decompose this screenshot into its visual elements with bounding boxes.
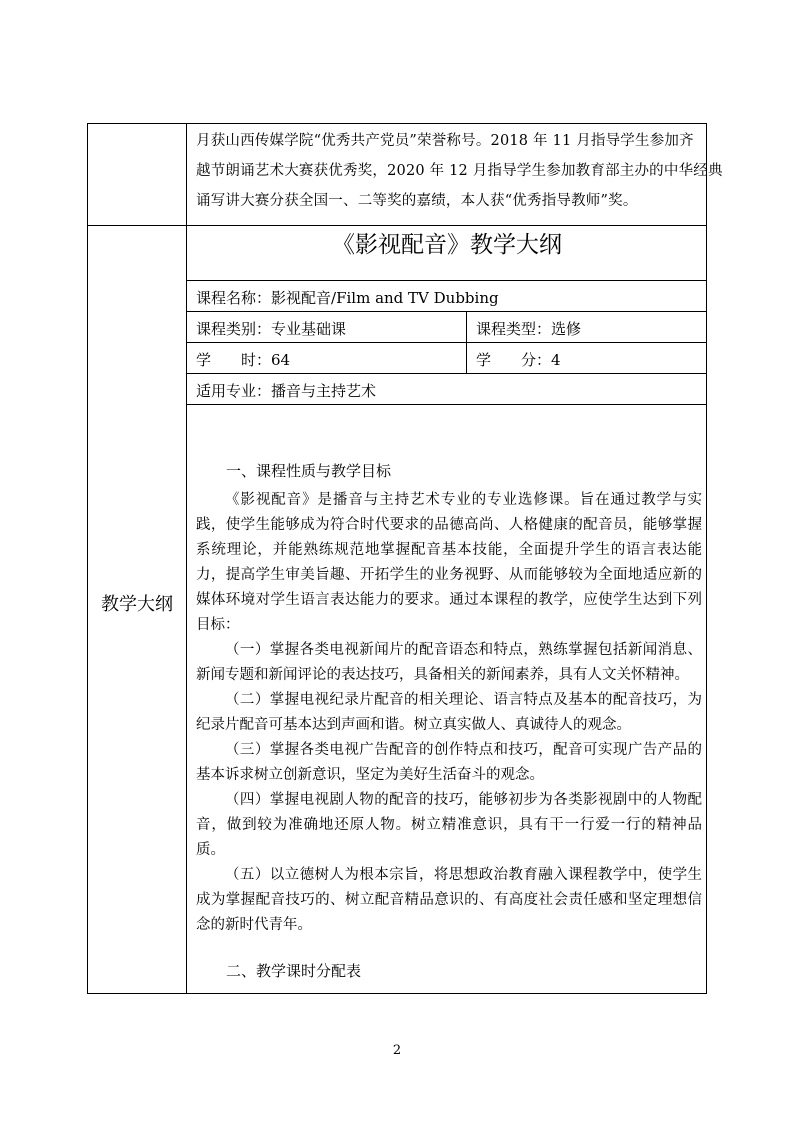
paragraph: （三）掌握各类电视广告配音的创作特点和技巧，配音可实现广告产品的基本诉求树立创新意识，坚定为美好生活奋斗的观念。 [196, 742, 702, 783]
field-label: 适用专业： [196, 382, 272, 400]
field-label: 课程名称： [196, 289, 272, 307]
table-divider [186, 342, 707, 343]
table-divider [186, 280, 707, 281]
course-major-field [196, 380, 376, 401]
table-divider [186, 404, 707, 405]
paragraph: （四）掌握电视剧人物的配音的技巧，能够初步为各类影视剧中的人物配音，做到较为准确地还原人物。树立精准意识，具有干一行爱一行的精神品质。 [196, 792, 702, 858]
paragraph: （五）以立德树人为根本宗旨，将思想政治教育融入课程教学中，使学生成为掌握配音技巧的、树立配音精品意识的、有高度社会责任感和坚定理想信念的新时代青年。 [196, 867, 702, 933]
syllabus-title: 《影视配音》教学大纲 [332, 232, 562, 258]
field-value: 播音与主持艺术 [271, 382, 377, 400]
course-name-field [196, 287, 499, 308]
section-heading: 二、教学课时分配表 [226, 962, 362, 980]
field-label: 学 分： [476, 351, 552, 369]
field-value: 64 [271, 351, 291, 369]
course-type-field [476, 318, 581, 339]
table-divider [466, 311, 467, 373]
paragraph: 《影视配音》是播音与主持艺术专业的专业选修课。旨在通过教学与实践，使学生能够成为符合时代要求的品德高尚、人格健康的配音员，能够掌握系统理论，并能熟练规范地掌握配音基本技能，全面提升学生的语言表达能力，提高学生审美旨趣、开拓学生的业务视野、从而能够较为全面地适应新的媒体环境对学生语言表达能力的要求。通过本课程的教学，应使学生达到下列目标： [196, 492, 702, 633]
page-number: 2 [392, 1043, 402, 1058]
section-body [196, 488, 702, 938]
field-value: 4 [551, 351, 561, 369]
paragraph: （二）掌握电视纪录片配音的相关理论、语言特点及基本的配音技巧，为纪录片配音可基本达到声画和谐。树立真实做人、真诚待人的观念。 [196, 692, 702, 733]
table-divider [186, 311, 707, 312]
text-line: 月获山西传媒学院“优秀共产党员”荣誉称号。2018 年 11 月指导学生参加齐 [196, 133, 694, 149]
text-line: 越节朗诵艺术大赛获优秀奖，2020 年 12 月指导学生参加教育部主办的中华经典 [196, 163, 723, 179]
table-divider [186, 123, 187, 994]
field-label: 课程类别： [196, 320, 272, 338]
field-value: 影视配音/Film and TV Dubbing [271, 289, 499, 307]
section-heading: 一、课程性质与教学目标 [226, 462, 392, 480]
table-divider [186, 373, 707, 374]
text-line: 诵写讲大赛分获全国一、二等奖的嘉绩，本人获“优秀指导教师”奖。 [196, 193, 638, 209]
course-hours-field [196, 349, 290, 370]
course-category-field [196, 318, 346, 339]
field-label: 课程类型： [476, 320, 552, 338]
field-value: 选修 [551, 320, 582, 338]
row-label: 教学大纲 [101, 594, 173, 615]
paragraph: （一）掌握各类电视新闻片的配音语态和特点，熟练掌握包括新闻消息、新闻专题和新闻评论的表达技巧，具备相关的新闻素养，具有人文关怀精神。 [196, 642, 702, 683]
field-label: 学 时： [196, 351, 272, 369]
course-credits-field [476, 349, 561, 370]
field-value: 专业基础课 [271, 320, 347, 338]
continuation-paragraph [196, 126, 723, 216]
